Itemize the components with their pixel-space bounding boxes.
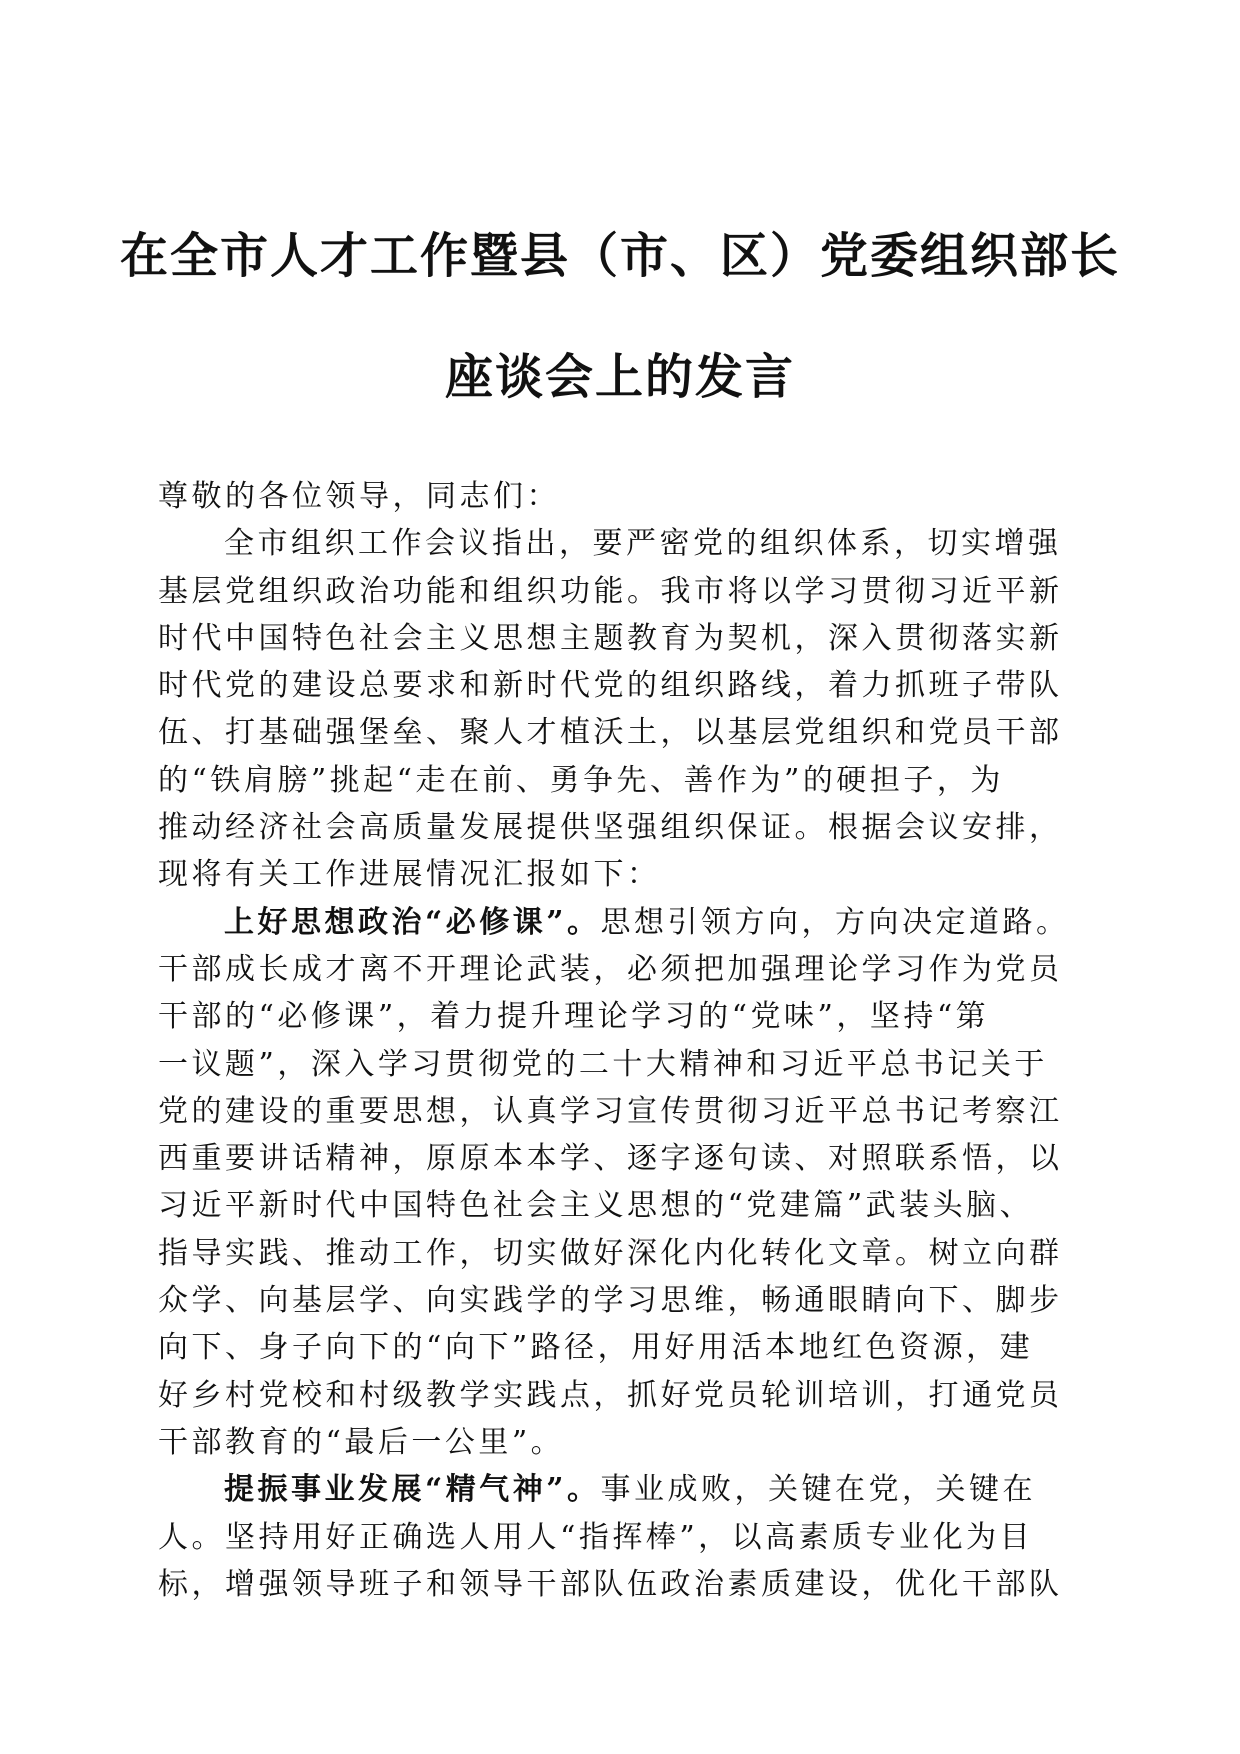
paragraph-line: 的“铁肩膀”挑起“走在前、勇争先、善作为”的硬担子，为: [158, 762, 1004, 798]
section-2-first-line-text: 事业成败，关键在党，关键在: [600, 1472, 1037, 1508]
paragraph-line: 基层党组织政治功能和组织功能。我市将以学习贯彻习近平新: [158, 573, 1063, 609]
paragraph-line: 全市组织工作会议指出，要严密党的组织体系，切实增强: [224, 526, 1062, 562]
paragraph-line: 时代中国特色社会主义思想主题教育为契机，深入贯彻落实新: [158, 620, 1063, 656]
section-1-heading: 上好思想政治“必修课”。: [224, 904, 601, 940]
paragraph-line: 干部教育的“最后一公里”。: [158, 1424, 565, 1460]
paragraph-line: 好乡村党校和村级教学实践点，抓好党员轮训培训，打通党员: [158, 1377, 1063, 1413]
paragraph-line: 干部的“必修课”，着力提升理论学习的“党味”，坚持“第: [158, 999, 990, 1035]
paragraph-line: 伍、打基础强堡垒、聚人才植沃土，以基层党组织和党员干部: [158, 715, 1063, 751]
paragraph-line: 西重要讲话精神，原原本本学、逐字逐句读、对照联系悟，以: [158, 1141, 1063, 1177]
section-2-first-line: [158, 1466, 1098, 1513]
section-1-first-line-text: 思想引领方向，方向决定道路。: [600, 904, 1070, 940]
paragraph-line: 党的建设的重要思想，认真学习宣传贯彻习近平总书记考察江: [158, 1093, 1063, 1129]
document-title-line-1: 在全市人才工作暨县（市、区）党委组织部长: [120, 228, 1121, 284]
paragraph-line: 推动经济社会高质量发展提供坚强组织保证。根据会议安排，: [158, 810, 1063, 846]
paragraph-line: 现将有关工作进展情况汇报如下：: [158, 857, 661, 893]
document-title-line-2: 座谈会上的发言: [444, 349, 795, 405]
section-1-first-line: [158, 899, 1098, 946]
document-body: [158, 473, 1098, 1608]
paragraph-line: 向下、身子向下的“向下”路径，用好用活本地红色资源，建: [158, 1330, 1034, 1366]
salutation: 尊敬的各位领导，同志们：: [158, 479, 560, 514]
section-2-heading: 提振事业发展“精气神”。: [224, 1472, 601, 1508]
paragraph-line: 一议题”，深入学习贯彻党的二十大精神和习近平总书记关于: [158, 1046, 1048, 1082]
paragraph-line: 干部成长成才离不开理论武装，必须把加强理论学习作为党员: [158, 951, 1063, 987]
paragraph-line: 指导实践、推动工作，切实做好深化内化转化文章。树立向群: [158, 1235, 1063, 1271]
paragraph-line: 习近平新时代中国特色社会主义思想的“党建篇”武装头脑、: [158, 1188, 1034, 1224]
paragraph-line: 众学、向基层学、向实践学的学习思维，畅通眼睛向下、脚步: [158, 1283, 1063, 1319]
paragraph-line: 人。坚持用好正确选人用人“指挥棒”，以高素质专业化为目: [158, 1519, 1034, 1555]
paragraph-line: 时代党的建设总要求和新时代党的组织路线，着力抓班子带队: [158, 668, 1063, 704]
paragraph-line: 标，增强领导班子和领导干部队伍政治素质建设，优化干部队: [158, 1566, 1063, 1602]
